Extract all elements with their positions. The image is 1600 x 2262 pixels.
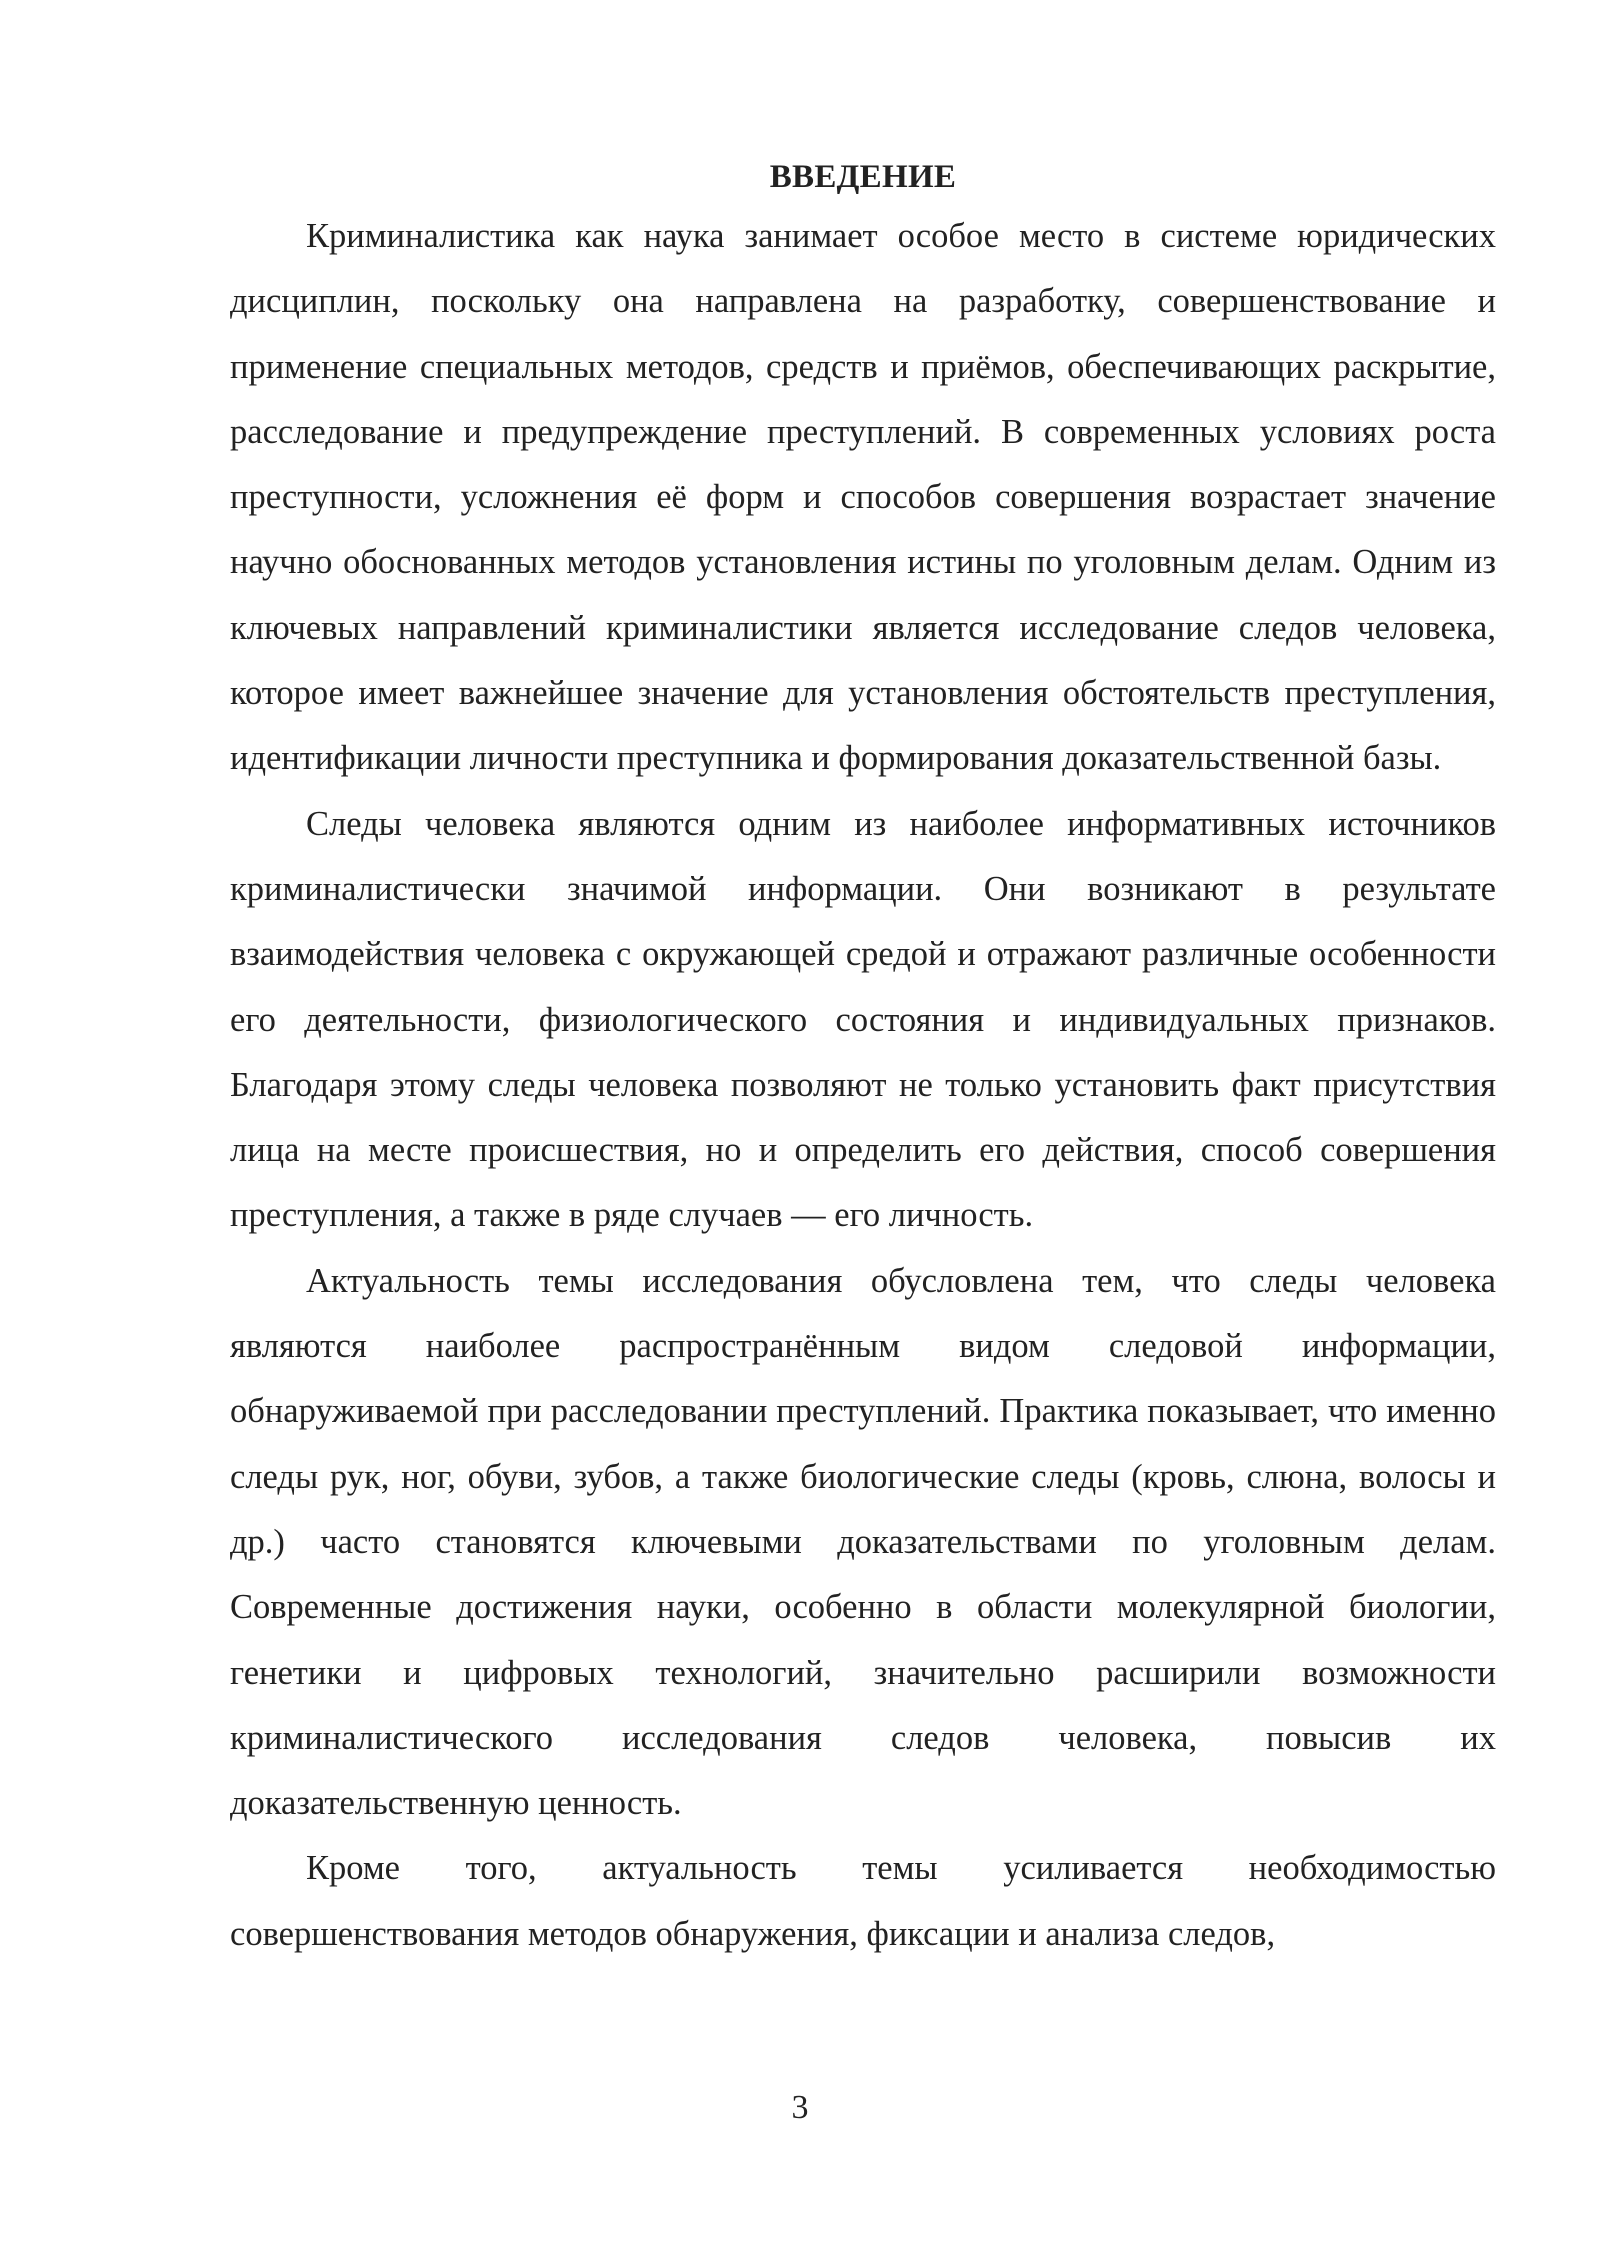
paragraph-4: Кроме того, актуальность темы усиливается необходимостью совершенствования методов обнаружения, фиксации и анализа следов, [230, 1849, 1496, 1953]
page-number: 3 [791, 2089, 809, 2126]
paragraph-3: Актуальность темы исследования обусловлена тем, что следы человека являются наиболее распространённым видом следовой информации, обнаруживаемой при расследовании преступлений. Практика показывает, что именно следы рук, ног, обуви, зубов, а также биологические следы (кровь, слюна, волосы и др.) часто становятся ключевыми доказательствами по уголовным делам. Современные достижения науки, особенно в области молекулярной биологии, генетики и цифровых технологий, значительно расширили возможности криминалистического исследования следов человека, повысив их доказательственную ценность. [230, 1261, 1496, 1823]
paragraph-1: Криминалистика как наука занимает особое место в системе юридических дисциплин, поскольку она направлена на разработку, совершенствование и применение специальных методов, средств и приёмов, обеспечивающих раскрытие, расследование и предупреждение преступлений. В современных условиях роста преступности, усложнения её форм и способов совершения возрастает значение научно обоснованных методов установления истины по уголовным делам. Одним из ключевых направлений криминалистики является исследование следов человека, которое имеет важнейшее значение для установления обстоятельств преступления, идентификации личности преступника и формирования доказательственной базы. [230, 217, 1496, 778]
paragraph-2: Следы человека являются одним из наиболее информативных источников криминалистически значимой информации. Они возникают в результате взаимодействия человека с окружающей средой и отражают различные особенности его деятельности, физиологического состояния и индивидуальных признаков. Благодаря этому следы человека позволяют не только установить факт присутствия лица на месте происшествия, но и определить его действия, способ совершения преступления, а также в ряде случаев — его личность. [230, 804, 1496, 1235]
text-body [230, 150, 1496, 1967]
section-heading: ВВЕДЕНИЕ [769, 159, 957, 195]
